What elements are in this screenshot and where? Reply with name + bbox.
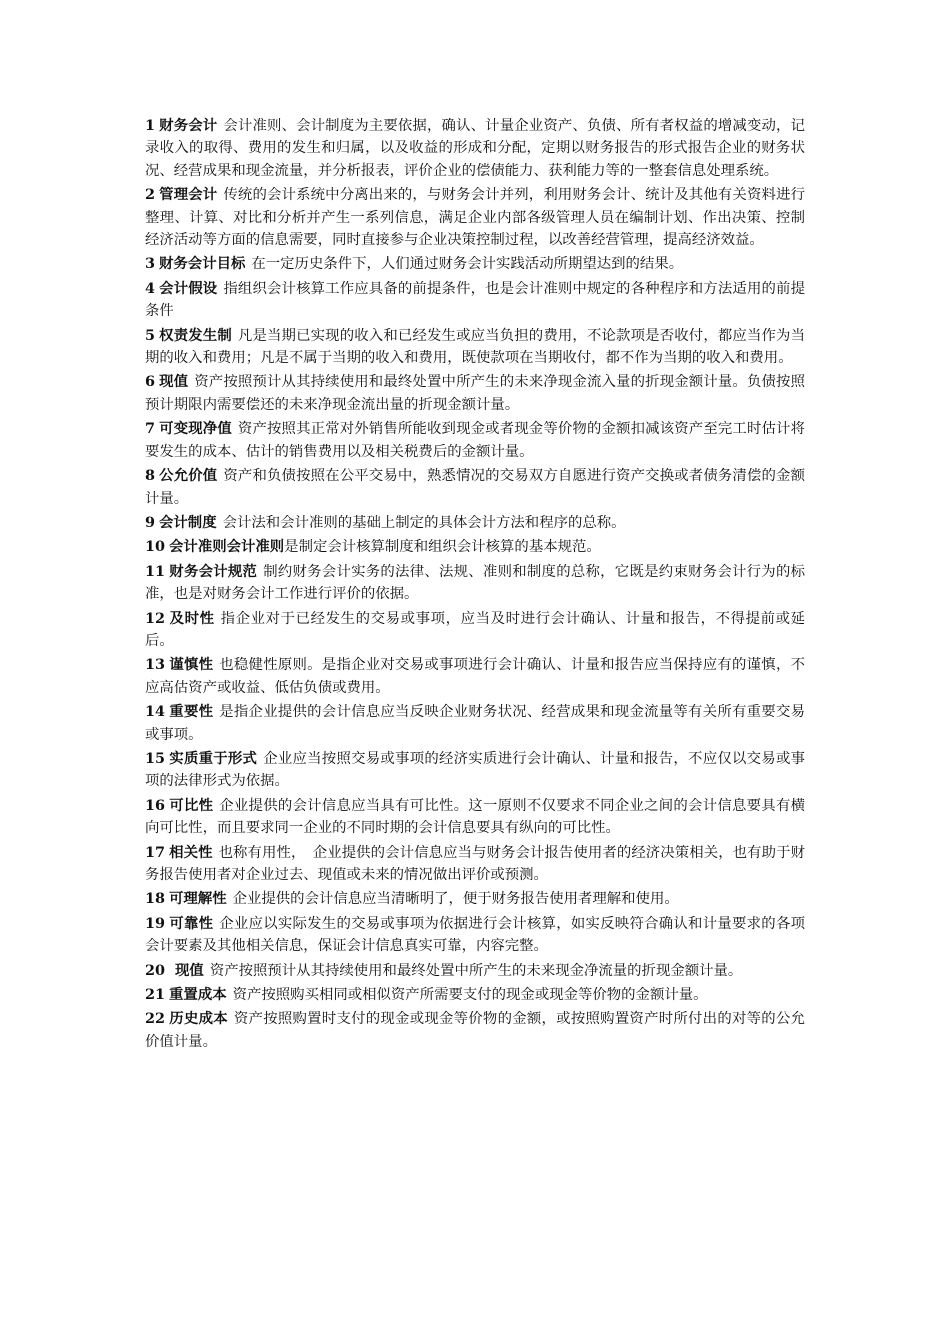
entry-term: 可比性 — [169, 796, 214, 814]
definition-entry-7 — [145, 418, 805, 463]
definition-entry-13 — [145, 654, 805, 699]
entry-definition: 资产和负债按照在公平交易中，熟悉情况的交易双方自愿进行资产交换或者债务清偿的金额计量。 — [145, 468, 805, 507]
entry-number: 1 — [145, 117, 156, 134]
entry-term: 谨慎性 — [169, 656, 214, 674]
entry-term: 可理解性 — [169, 890, 227, 908]
entry-term: 财务会计目标 — [159, 255, 246, 273]
entry-definition: 资产按照预计从其持续使用和最终处置中所产生的未来现金净流量的折现金额计量。 — [209, 962, 743, 979]
entry-definition: 指企业对于已经发生的交易或事项，应当及时进行会计确认、计量和报告，不得提前或延后。 — [145, 610, 805, 649]
entry-term: 可变现净值 — [159, 420, 232, 438]
entry-term: 会计假设 — [159, 279, 218, 297]
entry-number: 10 — [145, 538, 166, 556]
entry-definition: 资产按照其正常对外销售所能收到现金或者现金等价物的金额扣减该资产至完工时估计将要发生的成本、估计的销售费用以及相关税费后的金额计量。 — [145, 421, 805, 460]
entry-number: 12 — [145, 609, 166, 627]
entry-definition: 传统的会计系统中分离出来的，与财务会计并列，利用财务会计、统计及其他有关资料进行整理、计算、对比和分析并产生一系列信息，满足企业内部各级管理人员在编制计划、作出决策、控制经济活动等方面的信息需要，同时直接参与企业决策控制过程，以改善经营管理，提高经济效益。 — [145, 187, 805, 249]
entry-term: 财务会计 — [159, 117, 218, 134]
entry-definition: 企业应以实际发生的交易或事项为依据进行会计核算，如实反映符合确认和计量要求的各项会计要素及其他相关信息，保证会计信息真实可靠，内容完整。 — [145, 915, 805, 955]
definition-entry-20 — [145, 960, 805, 982]
definition-entry-12 — [145, 608, 805, 653]
definition-entry-16 — [145, 795, 805, 840]
entry-definition: 企业提供的会计信息应当清晰明了，便于财务报告使用者理解和使用。 — [232, 891, 679, 908]
entry-definition: 在一定历史条件下，人们通过财务会计实践活动所期望达到的结果。 — [251, 256, 684, 273]
entry-number: 6 — [145, 373, 156, 391]
entry-number: 5 — [145, 326, 156, 344]
entry-term: 重要性 — [169, 703, 214, 721]
entry-term: 权责发生制 — [159, 326, 232, 344]
entry-definition: 资产按照购买相同或相似资产所需要支付的现金或现金等价物的金额计量。 — [232, 987, 708, 1004]
entry-definition: 是指企业提供的会计信息应当反映企业财务状况、经营成果和现金流量等有关所有重要交易或事项。 — [145, 704, 805, 743]
document-page — [145, 115, 805, 1055]
entry-term: 重置成本 — [169, 986, 227, 1004]
entry-definition: 资产按照预计从其持续使用和最终处置中所产生的未来净现金流入量的折现金额计量。负债按照预计期限内需要偿还的未来净现金流出量的折现金额计量。 — [145, 374, 805, 413]
entry-number: 19 — [145, 914, 166, 932]
definition-entry-3 — [145, 253, 805, 275]
entry-number: 16 — [145, 796, 166, 814]
entry-term: 相关性 — [169, 843, 213, 861]
entry-definition: 凡是当期已实现的收入和已经发生或应当负担的费用，不论款项是否收付，都应当作为当期的收入和费用；凡是不属于当期的收入和费用，既使款项在当期收付，都不作为当期的收入和费用。 — [145, 327, 805, 367]
entry-number: 17 — [145, 843, 166, 861]
definition-entry-21 — [145, 984, 805, 1006]
entry-term: 管理会计 — [159, 186, 218, 204]
entry-definition: 制约财务会计实务的法律、法规、准则和制度的总称，它既是约束财务会计行为的标准，也是对财务会计工作进行评价的依据。 — [145, 563, 805, 603]
definition-entry-18 — [145, 888, 805, 910]
entry-number: 13 — [145, 656, 166, 674]
entry-number: 20 — [145, 961, 166, 979]
entry-definition: 会计法和会计准则的基础上制定的具体会计方法和程序的总称。 — [222, 514, 626, 531]
definition-entry-1 — [145, 115, 805, 182]
definition-entry-9 — [145, 512, 805, 534]
entry-term: 财务会计规范 — [169, 562, 258, 580]
entry-number: 8 — [145, 467, 156, 485]
entry-number: 14 — [145, 703, 166, 721]
definition-entry-2 — [145, 184, 805, 251]
entry-number: 11 — [145, 562, 166, 580]
entry-definition: 指组织会计核算工作应具备的前提条件，也是会计准则中规定的各种程序和方法适用的前提条件 — [145, 280, 805, 320]
entry-number: 21 — [145, 986, 166, 1004]
entry-definition: 会计准则、会计制度为主要依据，确认、计量企业资产、负债、所有者权益的增减变动，记录收入的取得、费用的发生和归属，以及收益的形成和分配，定期以财务报告的形式报告企业的财务状况、经营成果和现金流量，并分析报表，评价企业的偿债能力、获利能力等的一整套信息处理系统。 — [145, 118, 805, 179]
definition-entry-11 — [145, 561, 805, 606]
entry-definition: 资产按照购置时支付的现金或现金等价物的金额，或按照购置资产时所付出的对等的公允价值计量。 — [145, 1011, 805, 1050]
definition-entry-6 — [145, 371, 805, 416]
definition-entry-22 — [145, 1008, 805, 1053]
entry-definition: 企业提供的会计信息应当具有可比性。这一原则不仅要求不同企业之间的会计信息要具有横向可比性，而且要求同一企业的不同时期的会计信息要具有纵向的可比性。 — [145, 797, 805, 837]
entry-term: 现值 — [159, 373, 189, 391]
entry-term: 会计准则会计准则 — [169, 538, 285, 556]
entry-definition: 是制定会计核算制度和组织会计核算的基本规范。 — [284, 539, 601, 556]
entry-number: 18 — [145, 890, 166, 908]
entry-number: 9 — [145, 513, 156, 531]
definition-entry-19 — [145, 913, 805, 958]
definition-entry-8 — [145, 465, 805, 510]
definition-entry-17 — [145, 842, 805, 887]
entry-term: 及时性 — [169, 609, 215, 627]
definition-entry-15 — [145, 748, 805, 793]
entry-number: 15 — [145, 749, 166, 767]
entry-definition: 企业应当按照交易或事项的经济实质进行会计确认、计量和报告，不应仅以交易或事项的法律形式为依据。 — [145, 750, 805, 790]
definition-entry-14 — [145, 701, 805, 746]
entry-term: 现值 — [175, 961, 204, 979]
definition-entry-10 — [145, 536, 805, 558]
entry-number: 4 — [145, 279, 156, 297]
entry-number: 22 — [145, 1010, 166, 1028]
entry-term: 实质重于形式 — [169, 749, 258, 767]
entry-definition: 也称有用性， 企业提供的会计信息应当与财务会计报告使用者的经济决策相关，也有助于财务报告使用者对企业过去、现值或未来的情况做出评价或预测。 — [145, 844, 805, 883]
entry-term: 历史成本 — [169, 1010, 228, 1028]
entry-term: 可靠性 — [169, 914, 214, 932]
entry-term: 公允价值 — [159, 467, 218, 485]
entry-term: 会计制度 — [159, 513, 217, 531]
definition-entry-4 — [145, 278, 805, 323]
entry-number: 3 — [145, 255, 156, 273]
entry-number: 2 — [145, 186, 156, 204]
entry-definition: 也稳健性原则。是指企业对交易或事项进行会计确认、计量和报告应当保持应有的谨慎，不应高估资产或收益、低估负债或费用。 — [145, 657, 805, 696]
definition-entry-5 — [145, 325, 805, 370]
entry-number: 7 — [145, 420, 156, 438]
